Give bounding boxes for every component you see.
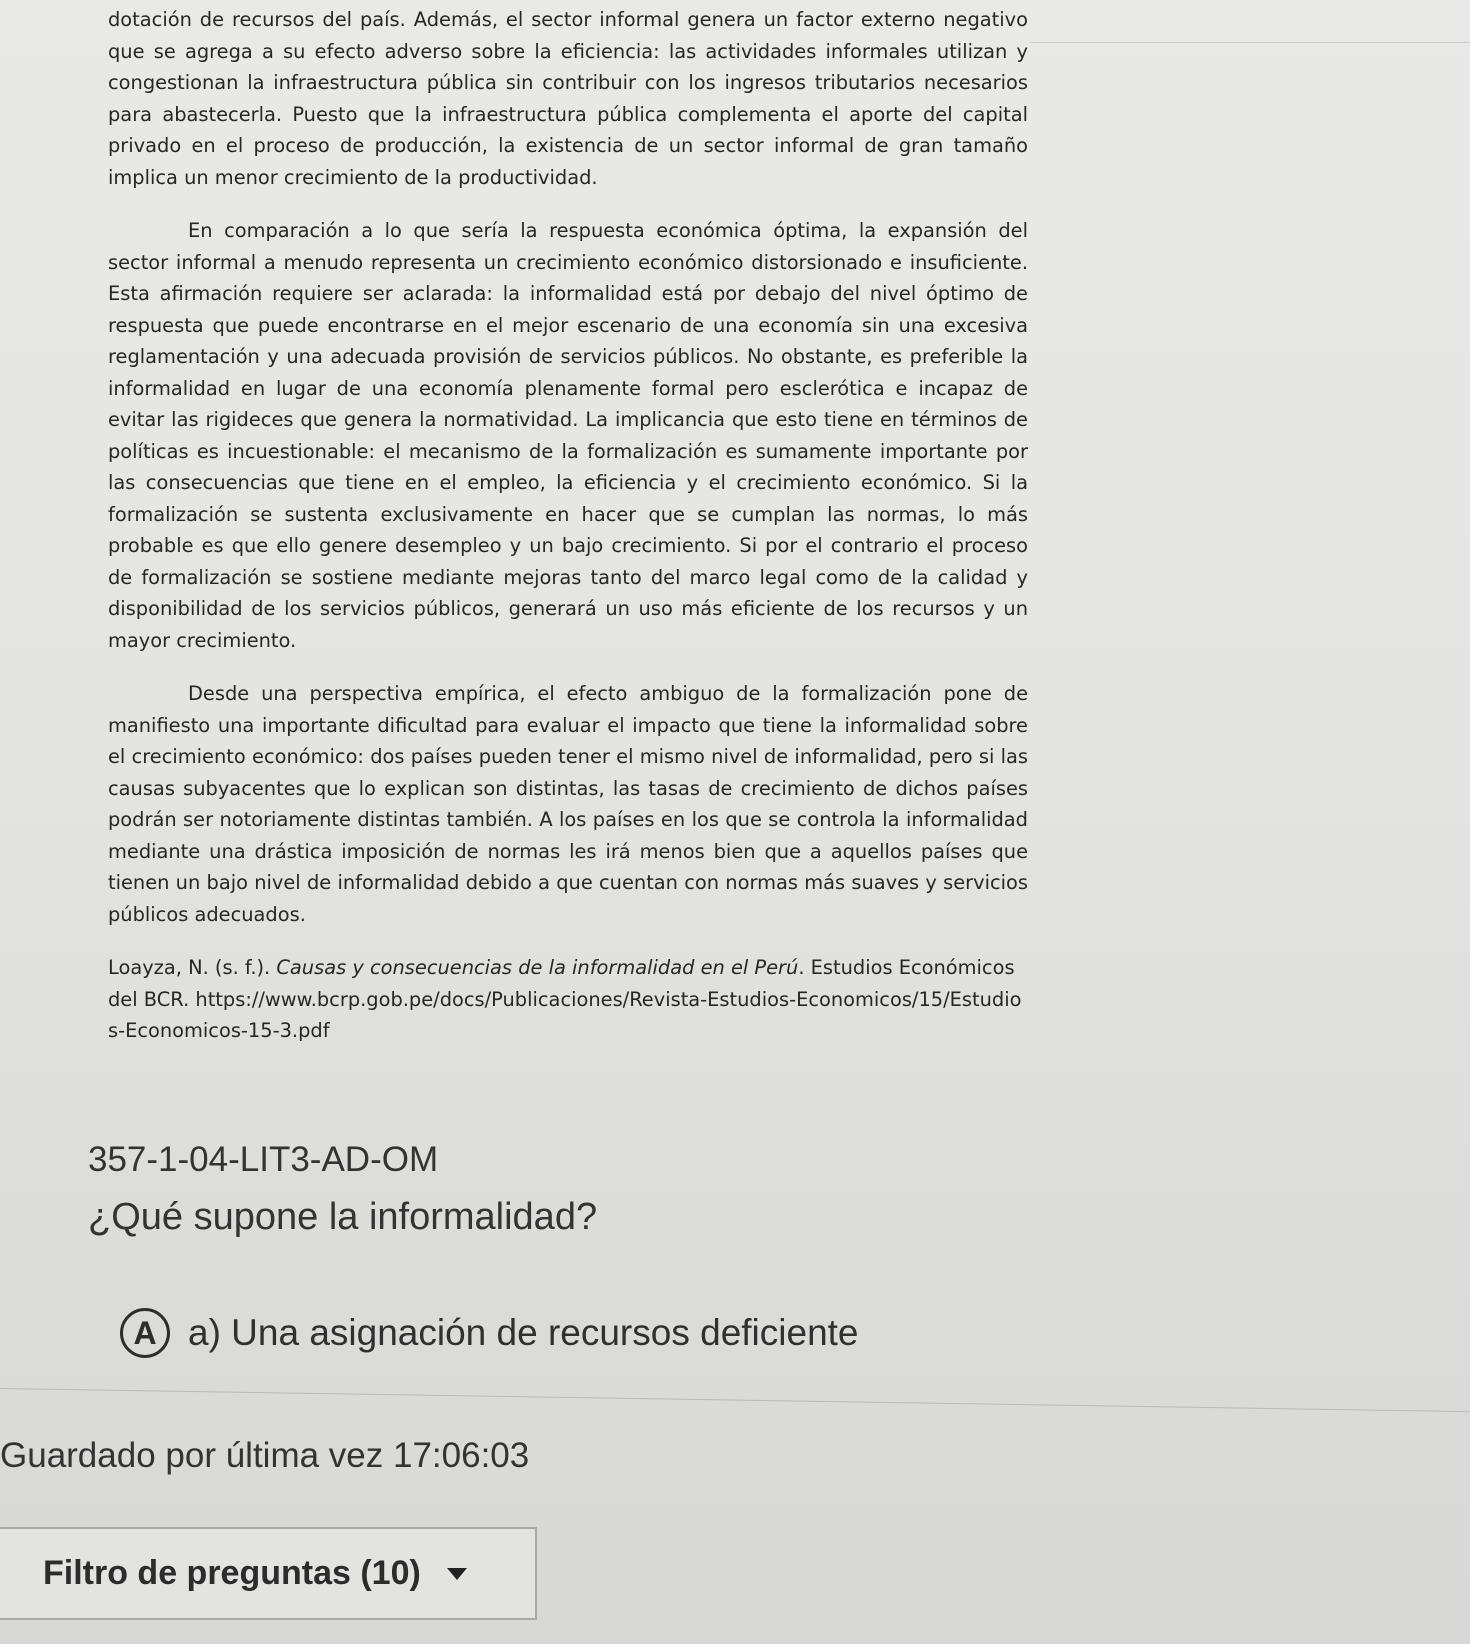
option-letter-badge[interactable]: A: [120, 1308, 170, 1358]
saved-status: Guardado por última vez 17:06:03: [0, 1436, 530, 1475]
question-code: 357-1-04-LIT3-AD-OM: [88, 1140, 439, 1179]
question-filter-dropdown[interactable]: [0, 1527, 537, 1620]
passage-citation: [108, 952, 1028, 1047]
citation-work-title: Causas y consecuencias de la informalidad en el Perú: [276, 956, 799, 979]
top-divider: [1030, 42, 1470, 43]
passage-paragraph-3: Desde una perspectiva empírica, el efecto ambiguo de la formalización pone de manifiesto una importante dificultad para evaluar el impacto que tiene la informalidad sobre el crecimiento económico: dos países pueden tener el mismo nivel de informalidad, pero si las causas subyacentes que lo explican son distintas, las tasas de crecimiento de dichos países podrán ser notoriamente distintas también. A los países en los que se controla la informalidad mediante una drástica imposición de normas les irá menos bien que a aquellos países que tienen un bajo nivel de informalidad debido a que cuentan con normas más suaves y servicios públicos adecuados.: [108, 682, 1028, 926]
option-label[interactable]: a) Una asignación de recursos deficiente: [188, 1312, 859, 1353]
caret-down-icon[interactable]: [447, 1568, 467, 1580]
passage-paragraph-2: En comparación a lo que sería la respuesta económica óptima, la expansión del sector informal a menudo representa un crecimiento económico distorsionado e insuficiente. Esta afirmación requiere ser aclarada: la informalidad está por debajo del nivel óptimo de respuesta que puede encontrarse en el mejor escenario de una economía sin una excesiva reglamentación y una adecuada provisión de servicios públicos. No obstante, es preferible la informalidad en lugar de una economía plenamente formal pero esclerótica e incapaz de evitar las rigideces que genera la normatividad. La implicancia que esto tiene en términos de políticas es incuestionable: el mecanismo de la formalización es sumamente importante por las consecuencias que tiene en el empleo, la eficiencia y el crecimiento económico. Si la formalización se sustenta exclusivamente en hacer que se cumplan las normas, lo más probable es que ello genere desempleo y un bajo crecimiento. Si por el contrario el proceso de formalización se sostiene mediante mejoras tanto del marco legal como de la calidad y disponibilidad de los servicios públicos, generará un uso más eficiente de los recursos y un mayor crecimiento.: [108, 219, 1028, 652]
section-divider: [0, 1388, 1470, 1412]
passage-paragraph-1: dotación de recursos del país. Además, el sector informal genera un factor externo negativo que se agrega a su efecto adverso sobre la eficiencia: las actividades informales utilizan y congestionan la infraestructura pública sin contribuir con los ingresos tributarios necesarios para abastecerla. Puesto que la infraestructura pública complementa el aporte del capital privado en el proceso de producción, la existencia de un sector informal de gran tamaño implica un menor crecimiento de la productividad.: [108, 8, 1028, 189]
reading-passage: [108, 4, 1028, 1069]
answer-option-a[interactable]: [120, 1308, 859, 1358]
citation-url: https://www.bcrp.gob.pe/docs/Publicaciones/Revista-Estudios-Economicos/15/Estudios-Economicos-15-3.pdf: [108, 987, 1022, 1042]
question-text: ¿Qué supone la informalidad?: [88, 1196, 598, 1238]
filter-label[interactable]: Filtro de preguntas (10): [43, 1554, 421, 1592]
citation-publisher: . Estudios Económicos del BCR.: [108, 956, 1015, 1011]
citation-author: Loayza, N. (s. f.).: [108, 956, 277, 979]
